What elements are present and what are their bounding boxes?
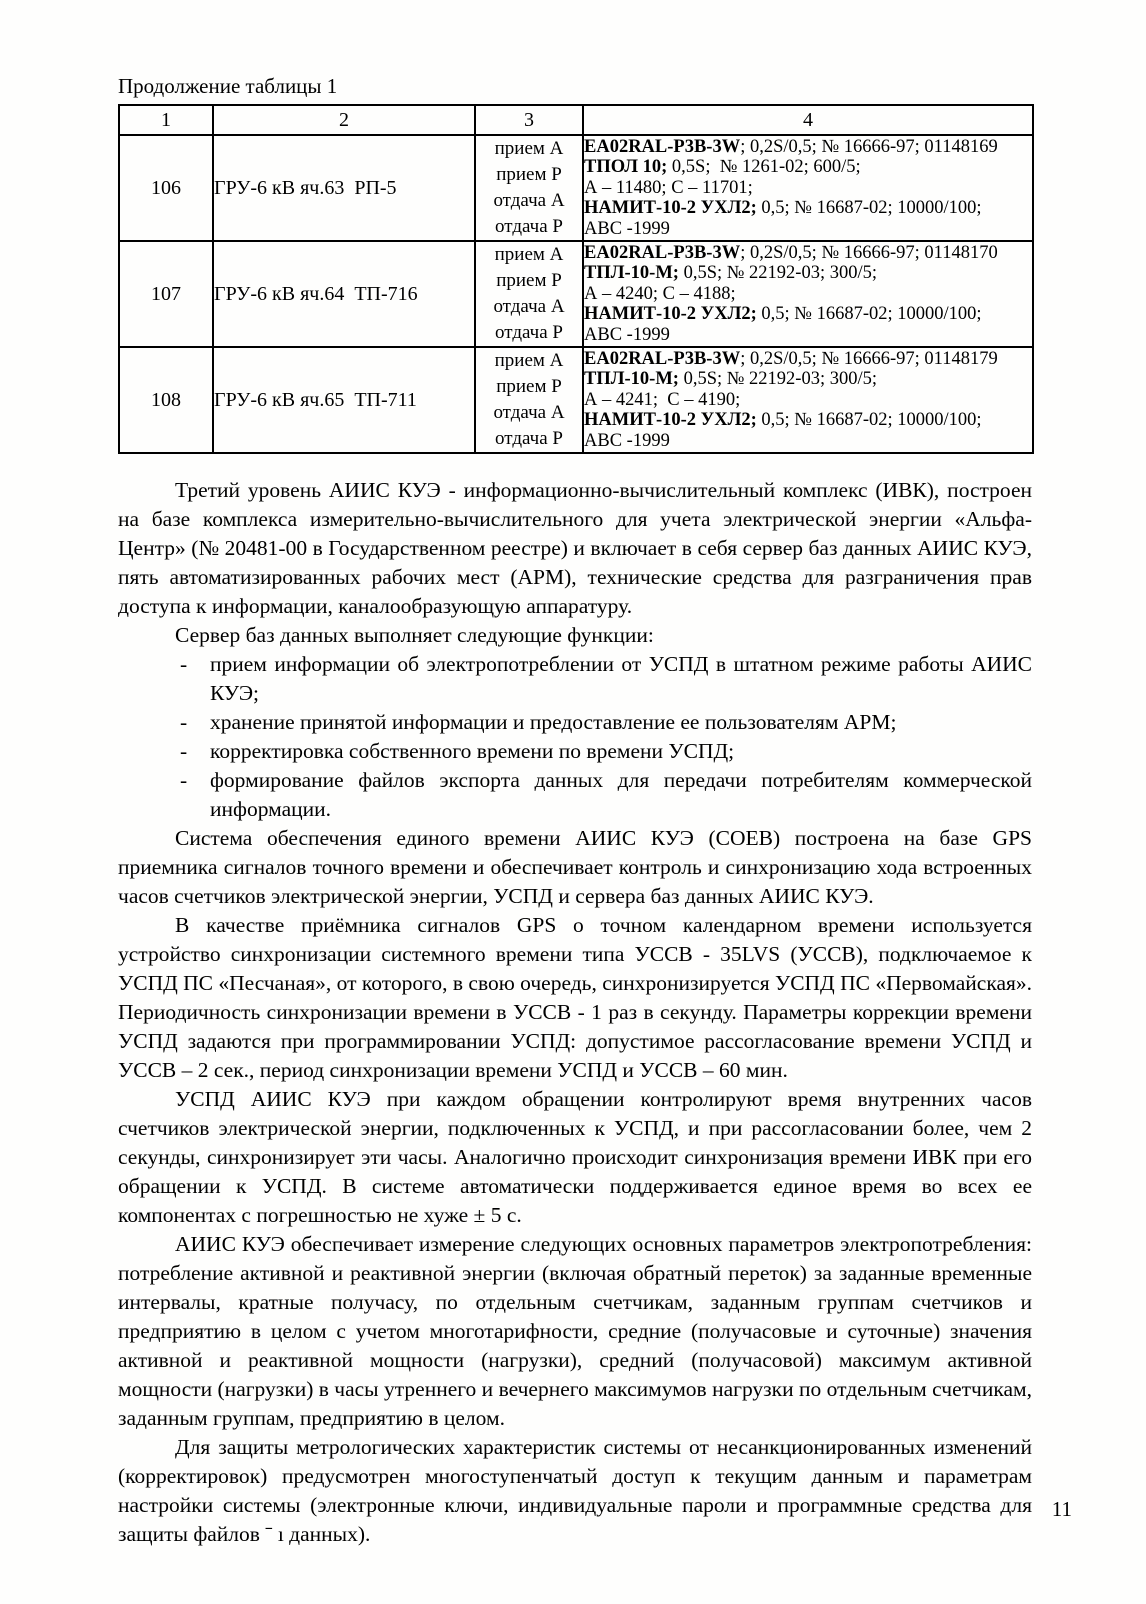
paragraph-server-functions: Сервер баз данных выполняет следующие функции:	[175, 623, 654, 647]
direction-line: прием Р	[496, 270, 562, 291]
equipment-line: EA02RAL-P3B-3W; 0,2S/0,5; № 16666-97; 01148170	[584, 242, 998, 263]
equipment-line: EA02RAL-P3B-3W; 0,2S/0,5; № 16666-97; 01148179	[584, 348, 998, 369]
equipment-cell	[583, 241, 1033, 347]
column-header-1: 1	[119, 105, 213, 135]
directions-cell	[475, 135, 583, 241]
equipment-line: ТПЛ-10-М; 0,5S; № 22192-03; 300/5;	[584, 369, 878, 390]
page-number: 11	[1051, 1497, 1072, 1521]
equipment-line: А – 4240; С – 4188;	[584, 283, 736, 304]
direction-line: отдача Р	[495, 428, 563, 449]
direction-line: отдача Р	[495, 216, 563, 237]
list-item-text: корректировка собственного времени по времени УСПД;	[210, 739, 735, 763]
equipment-line: НАМИТ-10-2 УХЛ2; 0,5; № 16687-02; 10000/100;	[584, 198, 982, 219]
paragraph-gps: В качестве приёмника сигналов GPS о точном календарном времени используется устройство синхронизации системного времени типа УССВ - 35LVS (УССВ), подключаемое к УСПД ПС «Песчаная», от которого, в свою очередь, синхронизируется УСПД ПС «Первомайская». Периодичность синхронизации времени в УССВ - 1 раз в секунду. Параметры коррекции времени УСПД задаются при программировании УСПД: допустимое рассогласование времени УСПД и УССВ – 2 сек., период синхронизации времени УСПД и УССВ – 60 мин.	[118, 913, 1032, 1082]
body-text	[118, 476, 1032, 1549]
direction-line: отдача Р	[495, 322, 563, 343]
list-item	[118, 650, 1032, 708]
equipment-line: ТПОЛ 10; 0,5S; № 1261-02; 600/5;	[584, 157, 861, 178]
equipment-line: EA02RAL-P3B-3W; 0,2S/0,5; № 16666-97; 01148169	[584, 136, 998, 157]
equipment-line: АВС -1999	[584, 430, 670, 451]
table-row	[119, 241, 1033, 347]
equipment-line: АВС -1999	[584, 218, 670, 239]
direction-line: прием Р	[496, 164, 562, 185]
column-header-3: 3	[475, 105, 583, 135]
directions-cell	[475, 241, 583, 347]
direction-line: отдача А	[493, 190, 565, 211]
paragraph-soev: Система обеспечения единого времени АИИС КУЭ (СОЕВ) построена на базе GPS приемника сигналов точного времени и обеспечивает контроль и синхронизацию хода встроенных часов счетчиков электрической энергии, УСПД и сервера баз данных АИИС КУЭ.	[118, 826, 1032, 908]
list-item	[118, 766, 1032, 824]
equipment-line: А – 11480; С – 11701;	[584, 177, 753, 198]
equipment-line: АВС -1999	[584, 324, 670, 345]
row-number-cell: 108	[119, 347, 213, 453]
equipment-line: НАМИТ-10-2 УХЛ2; 0,5; № 16687-02; 10000/100;	[584, 410, 982, 431]
location-cell: ГРУ-6 кВ яч.63 РП-5	[213, 135, 475, 241]
equipment-line: А – 4241; С – 4190;	[584, 389, 741, 410]
paragraph-measurement: АИИС КУЭ обеспечивает измерение следующих основных параметров электропотребления: потребление активной и реактивной энергии (включая обратный переток) за заданные временные интервалы, кратные получасу, по отдельным счетчикам, заданным группам счетчиков и предприятию в целом с учетом многотарифности, средние (получасовые и суточные) значения активной и реактивной мощности (нагрузки), средний (получасовой) максимум активной мощности (нагрузки) в часы утреннего и вечернего максимумов нагрузки по отдельным счетчикам, заданным группам, предприятию в целом.	[118, 1232, 1032, 1430]
paragraph-protection: Для защиты метрологических характеристик системы от несанкционированных изменений (корректировок) предусмотрен многоступенчатый доступ к текущим данным и параметрам настройки системы (электронные ключи, индивидуальные пароли и программные средства для защиты файлов ˉ ı данных).	[118, 1435, 1032, 1546]
row-number-cell: 107	[119, 241, 213, 347]
paragraph-third-level: Третий уровень АИИС КУЭ - информационно-вычислительный комплекс (ИВК), построен на базе комплекса измерительно-вычислительного для учета электрической энергии «Альфа-Центр» (№ 20481-00 в Государственном реестре) и включает в себя сервер баз данных АИИС КУЭ, пять автоматизированных рабочих мест (АРМ), технические средства для разграничения прав доступа к информации, каналообразующую аппаратуру.	[118, 478, 1032, 618]
table-caption: Продолжение таблицы 1	[118, 74, 338, 98]
list-item	[118, 708, 1032, 737]
direction-line: прием Р	[496, 376, 562, 397]
dash-marker: -	[180, 768, 188, 792]
dash-marker: -	[180, 739, 188, 763]
column-header-4: 4	[583, 105, 1033, 135]
direction-line: прием А	[494, 244, 564, 265]
table-header-row	[119, 105, 1033, 135]
list-item-text: хранение принятой информации и предоставление ее пользователям АРМ;	[210, 710, 897, 734]
column-header-2: 2	[213, 105, 475, 135]
direction-line: отдача А	[493, 402, 565, 423]
list-item-text: прием информации об электропотреблении от УСПД в штатном режиме работы АИИС КУЭ;	[210, 652, 1032, 705]
measurement-table	[118, 104, 1034, 454]
direction-line: отдача А	[493, 296, 565, 317]
equipment-cell	[583, 135, 1033, 241]
dash-marker: -	[180, 710, 188, 734]
equipment-cell	[583, 347, 1033, 453]
equipment-line: НАМИТ-10-2 УХЛ2; 0,5; № 16687-02; 10000/100;	[584, 304, 982, 325]
location-cell: ГРУ-6 кВ яч.65 ТП-711	[213, 347, 475, 453]
list-item	[118, 737, 1032, 766]
row-number-cell: 106	[119, 135, 213, 241]
table-row	[119, 135, 1033, 241]
direction-line: прием А	[494, 138, 564, 159]
functions-list	[118, 650, 1032, 824]
directions-cell	[475, 347, 583, 453]
direction-line: прием А	[494, 350, 564, 371]
list-item-text: формирование файлов экспорта данных для передачи потребителям коммерческой информации.	[210, 768, 1032, 821]
paragraph-uspd-sync: УСПД АИИС КУЭ при каждом обращении контролируют время внутренних часов счетчиков электрической энергии, подключенных к УСПД, и при рассогласовании более, чем 2 секунды, синхронизирует эти часы. Аналогично происходит синхронизация времени ИВК при его обращении к УСПД. В системе автоматически поддерживается единое время во всех ее компонентах с погрешностью не хуже ± 5 с.	[118, 1087, 1032, 1227]
dash-marker: -	[180, 652, 188, 676]
equipment-line: ТПЛ-10-М; 0,5S; № 22192-03; 300/5;	[584, 263, 878, 284]
location-cell: ГРУ-6 кВ яч.64 ТП-716	[213, 241, 475, 347]
table-row	[119, 347, 1033, 453]
